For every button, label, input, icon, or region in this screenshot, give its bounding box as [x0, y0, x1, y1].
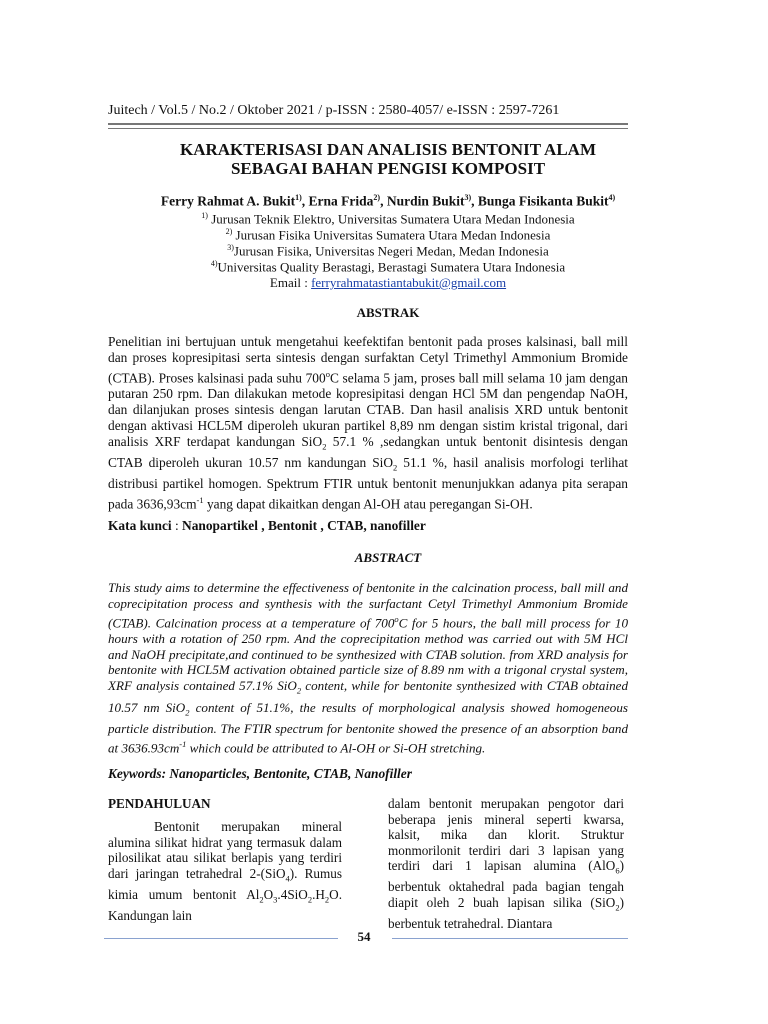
kata-kunci-line: Kata kunci : Nanopartikel , Bentonit , CTAB, nanofiller — [108, 518, 426, 533]
pendahuluan-right-paragraph: dalam bentonit merupakan pengotor dari beberapa jenis mineral seperti kwarsa, kalsit, mika dan klorit. Struktur monmorilonit terdiri dari 3 lapisan yang terdiri dari 1 lapisan alumina (AlO$_6$) berbentuk oktahedral pada bagian tengah diapit oleh 2 buah lapisan silika (SiO$_2$) berbentuk tetrahedral. Diantara — [388, 796, 624, 931]
header-rule-thin — [108, 128, 628, 129]
email-line: Email : ferryrahmatastiantabukit@gmail.com — [269, 275, 507, 290]
header-rule-thick — [108, 123, 628, 125]
author-list: Ferry Rahmat A. Bukit$^{1)}$, Erna Frida$^{2)}$, Nurdin Bukit$^{3)}$, Bunga Fisikanta Bukit$^{4)}$ — [160, 193, 616, 209]
author-3: Nurdin Bukit — [386, 193, 465, 209]
abstract-heading: ABSTRACT — [354, 550, 422, 565]
affiliation-3: $^{3)}$Jurusan Fisika, Universitas Negeri Medan, Medan Indonesia — [227, 243, 549, 259]
author-1: Ferry Rahmat A. Bukit — [160, 193, 296, 209]
affiliation-2: $^{2)}$ Jurusan Fisika Universitas Sumatera Utara Medan Indonesia — [225, 227, 551, 243]
title-line-2: SEBAGAI BAHAN PENGISI KOMPOSIT — [230, 159, 546, 178]
author-2: Erna Frida — [308, 193, 374, 209]
title-line-1: KARAKTERISASI DAN ANALISIS BENTONIT ALAM — [180, 140, 596, 159]
abstrak-heading: ABSTRAK — [356, 305, 420, 320]
email-link[interactable]: ferryrahmatastiantabukit@gmail.com — [311, 275, 507, 290]
pendahuluan-left-paragraph: Bentonit merupakan mineral alumina silikat hidrat yang termasuk dalam pilosilikat atau silikat berlapis yang terdiri dari jaringan tetrahedral 2-(SiO$_4$). Rumus kimia umum bentonit $Al_2O_3.4SiO_2.H_2O$. Kandungan lain — [108, 819, 343, 923]
paper-title — [108, 140, 668, 178]
pendahuluan-heading: PENDAHULUAN — [108, 796, 211, 811]
affiliation-1: $^{1)}$ Jurusan Teknik Elektro, Universitas Sumatera Utara Medan Indonesia — [201, 211, 575, 227]
abstract-paragraph: This study aims to determine the effectiveness of bentonite in the calcination process, ball mill and coprecipitation process and synthesis with the surfactant Cetyl Trimethyl Ammonium Bromide (CTAB). Calcination process at a temperature of 700$^o$C for 5 hours, the ball mill process for 10 hours with a rotation of 250 rpm. And the coprecipitation method was carried out with 5M HCl and NaOH precipitate,and continued to be synthesized with CTAB solution. from XRD analysis for bentonite with HCL5M activation obtained particle size of 8.89 nm with a trigonal crystal system, XRF analysis contained 57.1% SiO$_2$ content, while for bentonite synthesized with CTAB obtained 10.57 nm SiO$_2$ content of 51.1%, the results of morphological analysis showed homogeneous particle distribution. The FTIR spectrum for bentonite showed the presence of an absorption band at $3636.93cm^{-1}$ which could be attributed to Al-OH or Si-OH stretching. — [108, 580, 629, 756]
page-number: 54 — [357, 929, 371, 944]
journal-header: Juitech / Vol.5 / No.2 / Oktober 2021 / p-ISSN : 2580-4057/ e-ISSN : 2597-7261 — [108, 103, 560, 118]
footer-rule-right — [392, 938, 628, 939]
footer-rule-left — [104, 938, 338, 939]
author-4: Bunga Fisikanta Bukit — [477, 193, 609, 209]
keywords-line: Keywords: Nanoparticles, Bentonite, CTAB, Nanofiller — [108, 766, 412, 781]
abstrak-paragraph: Penelitian ini bertujuan untuk mengetahui keefektifan bentonit pada proses kalsinasi, ball mill dan proses kopresipitasi serta sintesis dengan surfaktan Cetyl Trimethyl Ammonium Bromide (CTAB). Proses kalsinasi pada suhu 700$^o$C selama 5 jam, proses ball mill selama 10 jam dengan putaran 250 rpm. Dan dilakukan metode kopresipitasi dengan HCl 5M dan pengendap NaOH, dan dilanjukan proses sintesis dengan larutan CTAB. Dan hasil analisis XRD untuk bentonit dengan aktivasi HCL5M diperoleh ukuran partikel 8,89 nm dengan sistim kristal trigonal, dari analisis XRF terdapat kandungan SiO$_2$ 57.1 % ,sedangkan untuk bentonit disintesis dengan CTAB diperoleh ukuran 10.57 nm kandungan SiO$_2$ 51.1 %, hasil analisis morfologi terlihat distribusi partikel homogen. Spektrum FTIR untuk bentonit menunjukkan adanya pita serapan pada $3636,93cm^{-1}$ yang dapat dikaitkan dengan Al-OH atau peregangan Si-OH. — [108, 334, 628, 512]
affiliation-4: $^{4)}$Universitas Quality Berastagi, Berastagi Sumatera Utara Indonesia — [210, 259, 566, 275]
